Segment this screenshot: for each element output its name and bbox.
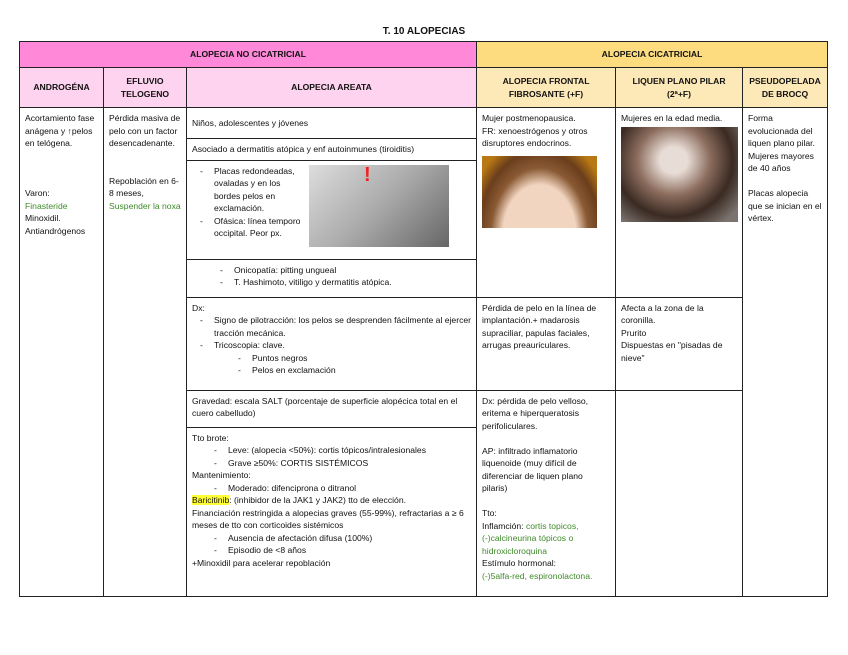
brocq-text: Forma evolucionada del liquen plano pilar.: [748, 113, 815, 148]
dx-pilotraccion: - Signo de pilotracción: los pelos se desprenden fácilmente al ejercer tracción mecánica.: [214, 314, 471, 339]
tto-mantenimiento: Mantenimiento:: [192, 470, 251, 480]
group-no-cicatricial: ALOPECIA NO CICATRICIAL: [20, 42, 477, 68]
minoxidil: Minoxidil.: [25, 213, 61, 223]
finasteride: Finasteride: [25, 200, 68, 211]
lpp-text: Mujeres en la edad media.: [621, 113, 723, 123]
document-title: T. 10 ALOPECIAS: [382, 26, 466, 37]
dx-pelos: - Pelos en exclamación: [252, 364, 471, 377]
brocq-placas: Placas alopecia que se inician en el vértex.: [748, 188, 822, 223]
col-aff: ALOPECIA FRONTAL FIBROSANTE (+F): [477, 68, 616, 108]
efluvio-repoblacion: Repoblación en 6-8 meses,: [109, 175, 179, 198]
areata-photo: [309, 165, 449, 247]
aff-ap: AP: infiltrado inflamatorio liquenoide (muy difícil de diferenciar de liquen plano pilaris): [482, 445, 583, 493]
lpp-coronilla: Afecta a la zona de la coronilla.: [621, 302, 704, 325]
areata-tto: [187, 427, 477, 596]
aff-fr: FR: xenoestrógenos y otros disruptores endocrinos.: [482, 125, 588, 148]
areata-asoc2: [187, 259, 477, 297]
tto-episodio: - Episodio de <8 años: [228, 544, 471, 557]
aff-cell-2: Pérdida de pelo en la línea de implantación.+ madarosis supraciliar, papulas faciales, arrugas preauriculares.: [477, 297, 616, 390]
col-lpp: LIQUEN PLANO PILAR (2ª+F): [616, 68, 743, 108]
group-cicatricial: ALOPECIA CICATRICIAL: [477, 42, 828, 68]
lpp-prurito: Prurito: [621, 327, 647, 338]
baricitinib: Baricitinib: [192, 495, 230, 505]
dx-puntos: - Puntos negros: [252, 352, 471, 365]
brocq-cell: [743, 108, 828, 597]
col-androgena: ANDROGÉNA: [20, 68, 104, 108]
tto-minoxidil: +Minoxidil para acelerar repoblación: [192, 557, 331, 568]
tto-financiacion: Financiación restringida a alopecias graves (55-99%), refractarias a ≥ 6 meses de tto con corticoides sistémicos: [192, 507, 464, 530]
lpp-photo: [621, 127, 738, 222]
areata-clinica: [187, 160, 477, 259]
efluvio-cell: [104, 108, 187, 597]
androgena-text: Acortamiento fase anágena y ↑pelos en telógena.: [25, 113, 95, 148]
androgena-cell: [20, 108, 104, 597]
antiandrogenos: Antiandrógenos: [25, 225, 86, 236]
aff-tto: Tto:: [482, 508, 497, 518]
aff-hormonal-tto: (-)5alfa-red, espironolactona.: [482, 570, 593, 581]
tto-grave: - Grave ≥50%: CORTIS SISTÉMICOS: [228, 457, 471, 470]
efluvio-noxa: Suspender la noxa: [109, 200, 181, 211]
dx-label: Dx:: [192, 302, 205, 313]
dx-tricoscopia: - Tricoscopia: clave.: [214, 339, 471, 352]
areata-gravedad: Gravedad: escala SALT (porcentaje de superficie alopécica total en el cuero cabelludo): [187, 390, 477, 427]
areata-hashimoto: - T. Hashimoto, vitiligo y dermatitis atópica.: [234, 276, 471, 289]
varon-label: Varon:: [25, 188, 50, 198]
aff-inflamacion-tto: cortis topicos, (-)calcineurina tópicos o hidroxicloroquina: [482, 520, 579, 556]
aff-cell-3: [477, 390, 616, 596]
brocq-mujeres: Mujeres mayores de 40 años: [748, 150, 814, 173]
areata-epidemiology: Niños, adolescentes y jóvenes: [187, 108, 477, 139]
areata-dx: [187, 297, 477, 390]
aff-inflamacion: Inflamción:: [482, 520, 526, 531]
tto-moderado: - Moderado: difenciprona o ditranol: [228, 482, 471, 495]
aff-hormonal: Estímulo hormonal:: [482, 558, 557, 568]
areata-onicopatia: - Onicopatía: pitting ungueal: [234, 264, 471, 277]
alopecia-table: [19, 41, 828, 597]
col-efluvio: EFLUVIO TELOGENO: [104, 68, 187, 108]
areata-asociado: Asociado a dermatitis atópica y enf autoinmunes (tiroiditis): [187, 139, 477, 161]
aff-text: Mujer postmenopausica.: [482, 113, 576, 123]
exclamation-icon: !: [364, 163, 371, 186]
lpp-cell-2: [616, 297, 743, 390]
baricitinib-desc: : (inhibidor de la JAK1 y JAK2) tto de elección.: [229, 495, 407, 505]
aff-dx: Dx: pérdida de pelo velloso, eritema e hiperqueratosis perifoliculares.: [482, 395, 589, 431]
areata-ofasica: - Ofásica: línea temporo occipital. Peor px.: [214, 215, 471, 240]
lpp-cell-3: [616, 390, 743, 596]
lpp-pisadas: Dispuestas en "pisadas de nieve": [621, 340, 723, 363]
tto-brote: Tto brote:: [192, 432, 229, 443]
tto-ausencia: - Ausencia de afectación difusa (100%): [228, 532, 471, 545]
aff-photo: [482, 156, 597, 228]
aff-cell-1: [477, 108, 616, 298]
efluvio-text: Pérdida masiva de pelo con un factor desencadenante.: [109, 113, 181, 148]
areata-placas: - Placas redondeadas, ovaladas y en los bordes pelos en exclamación.: [214, 165, 471, 215]
col-areata: ALOPECIA AREATA: [187, 68, 477, 108]
tto-leve: - Leve: (alopecia <50%): cortis tópicos/intralesionales: [228, 444, 471, 457]
lpp-cell-1: [616, 108, 743, 298]
col-brocq: PSEUDOPELADA DE BROCQ: [743, 68, 828, 108]
